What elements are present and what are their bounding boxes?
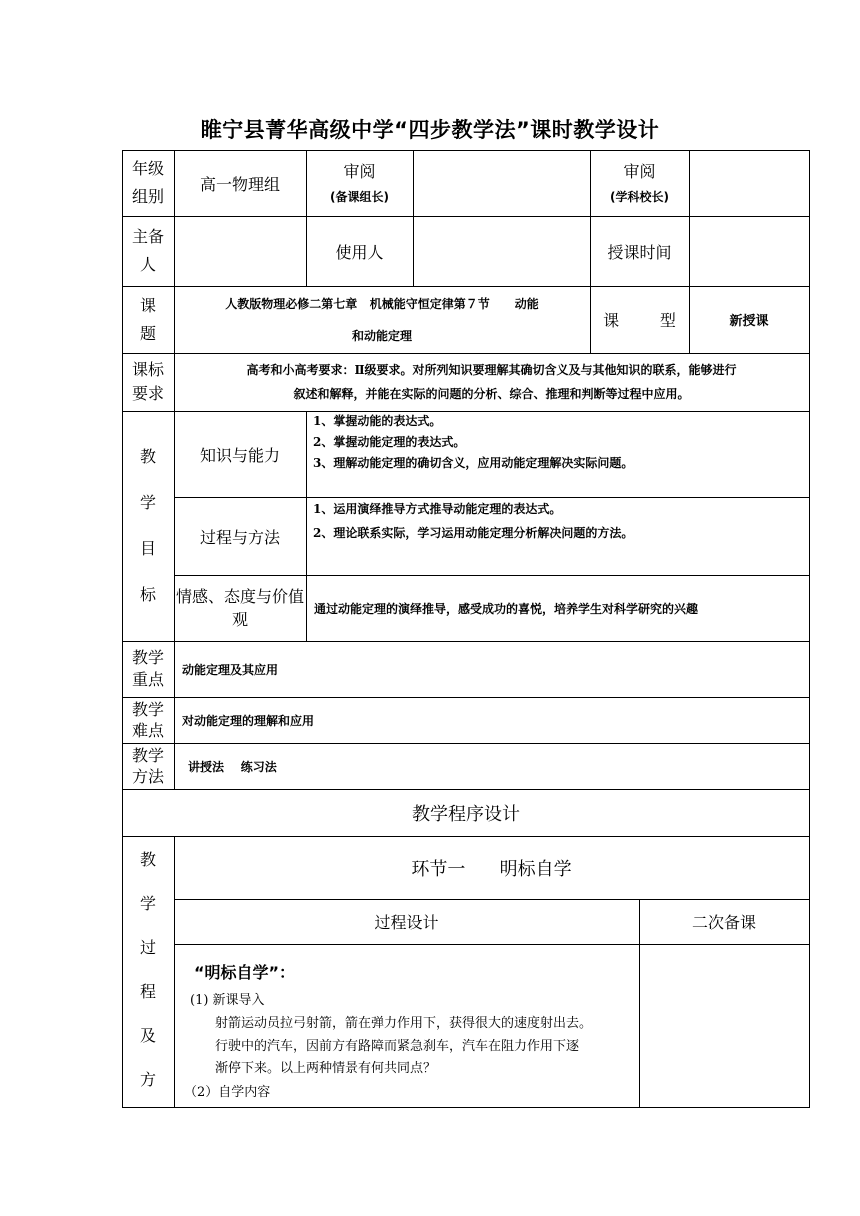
method-label <box>122 743 174 789</box>
goal-item: 1、掌握动能的表达式。 <box>313 414 442 428</box>
border-right <box>809 150 810 1108</box>
label-line: 教学 <box>131 648 164 667</box>
label-char: 方 <box>139 1070 156 1089</box>
label-line: 教学 <box>131 700 164 719</box>
border-bottom <box>122 1107 810 1108</box>
preparer-value[interactable] <box>174 216 306 286</box>
col-second-header: 二次备课 <box>691 913 756 932</box>
label-char: 过 <box>139 938 156 957</box>
review-label: 审阅 <box>623 162 656 181</box>
goal-item: 1、运用演绎推导方式推导动能定理的表达式。 <box>313 502 562 516</box>
document-title: 睢宁县菁华高级中学“四步教学法”课时教学设计 <box>200 118 660 142</box>
label-char: 学 <box>139 493 156 512</box>
user-value[interactable] <box>413 216 590 286</box>
process-label: 过程与方法 <box>199 527 280 547</box>
topic-label <box>122 286 174 353</box>
teach-time-label: 授课时间 <box>607 242 672 262</box>
label-char: 学 <box>139 894 156 913</box>
difficulty-value: 对动能定理的理解和应用 <box>182 713 315 728</box>
label-line: 方法 <box>131 767 164 786</box>
standard-line: 叙述和解释，并能在实际的问题的分析、综合、推理和判断等过程中应用。 <box>293 387 690 401</box>
preparer-label <box>122 216 174 286</box>
label-char: 目 <box>139 539 156 558</box>
label-line: 主备 <box>131 227 164 246</box>
user-label: 使用人 <box>335 242 384 262</box>
program-title: 教学程序设计 <box>412 803 520 825</box>
label-line: 要求 <box>131 384 164 403</box>
design-item: (1) 新课导入 <box>190 993 265 1008</box>
topic-line: 和动能定理 <box>351 328 412 343</box>
process-value <box>306 497 809 575</box>
grade-group-label <box>122 150 174 216</box>
lesson-type-value: 新授课 <box>729 314 769 329</box>
design-content <box>174 944 639 1107</box>
design-paragraph: 射箭运动员拉弓射箭，箭在弹力作用下，获得很大的速度射出去。 <box>215 1016 593 1031</box>
label-line: 组别 <box>131 187 164 206</box>
label-line: 课标 <box>131 360 164 379</box>
standard-label <box>122 353 174 411</box>
review-lead-label <box>306 150 413 216</box>
knowledge-value <box>306 411 809 497</box>
label-line: 课 <box>139 295 156 315</box>
label-line: 人 <box>139 255 156 274</box>
label-char: 程 <box>139 982 156 1001</box>
label-line: 观 <box>231 610 248 629</box>
design-item: （2）自学内容 <box>184 1085 271 1100</box>
design-heading: “明标自学”： <box>194 963 296 982</box>
review-sub-label: (学科校长) <box>610 190 669 204</box>
label-line: 重点 <box>131 670 164 689</box>
topic-line: 人教版物理必修二第七章 机械能守恒定律第７节 动能 <box>225 296 539 311</box>
knowledge-label: 知识与能力 <box>199 445 280 465</box>
review-principal-label <box>590 150 689 216</box>
label-char: 教 <box>139 850 156 869</box>
key-value: 动能定理及其应用 <box>182 662 279 677</box>
method-value: 讲授法 练习法 <box>188 759 277 774</box>
label-line: 题 <box>139 323 156 343</box>
process-section-label <box>122 836 174 1107</box>
difficulty-label <box>122 697 174 743</box>
stage-title: 环节一 明标自学 <box>411 858 572 880</box>
standard-value <box>174 353 809 411</box>
design-paragraph: 渐停下来。以上两种情景有何共同点？ <box>215 1061 437 1076</box>
label-char: 及 <box>139 1026 156 1045</box>
goal-item: 2、理论联系实际，学习运用动能定理分析解决问题的方法。 <box>313 526 634 540</box>
group-value: 高一物理组 <box>199 174 280 194</box>
key-label <box>122 641 174 697</box>
standard-line: 高考和小高考要求：Ⅱ级要求。对所列知识要理解其确切含义及与其他知识的联系，能够进行 <box>246 363 737 377</box>
emotion-value: 通过动能定理的演绎推导，感受成功的喜悦，培养学生对科学研究的兴趣 <box>314 601 699 616</box>
goals-label <box>122 411 174 641</box>
label-line: 年级 <box>131 159 164 178</box>
design-paragraph: 行驶中的汽车，因前方有路障而紧急刹车，汽车在阻力作用下逐 <box>215 1039 580 1054</box>
second-prep-content[interactable] <box>639 944 809 1107</box>
goal-item: 2、掌握动能定理的表达式。 <box>313 435 466 449</box>
label-char: 标 <box>139 585 156 604</box>
teach-time-value[interactable] <box>689 216 809 286</box>
review-label: 审阅 <box>343 162 376 181</box>
lesson-type-label: 课 型 <box>603 311 676 330</box>
review-lead-value[interactable] <box>413 150 590 216</box>
emotion-label <box>174 575 306 641</box>
label-line: 难点 <box>131 721 164 740</box>
review-sub-label: (备课组长) <box>330 190 389 204</box>
label-line: 情感、态度与价值 <box>175 587 304 606</box>
review-principal-value[interactable] <box>689 150 809 216</box>
goal-item: 3、理解动能定理的确切含义，应用动能定理解决实际问题。 <box>313 456 634 470</box>
label-char: 教 <box>139 447 156 466</box>
col-design-header: 过程设计 <box>374 913 439 932</box>
label-line: 教学 <box>131 746 164 765</box>
topic-value <box>174 286 590 353</box>
